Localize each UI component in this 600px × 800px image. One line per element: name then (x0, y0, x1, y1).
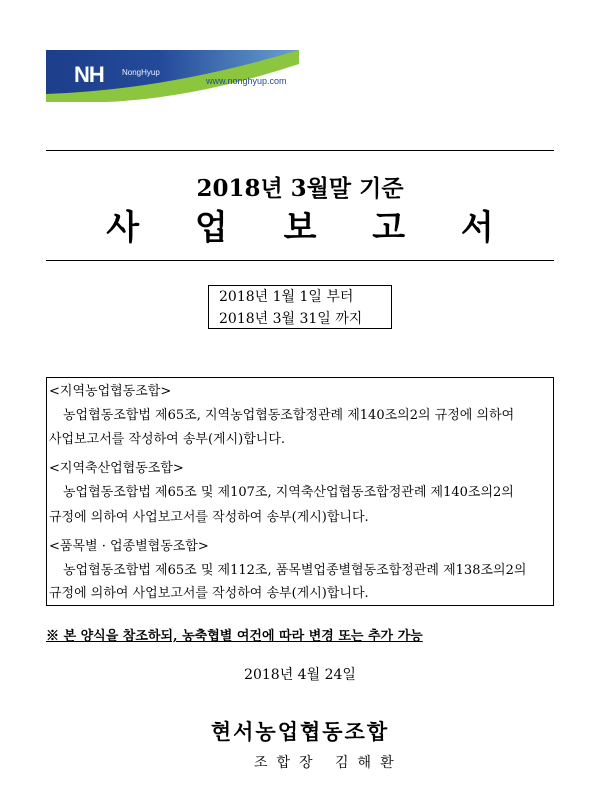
footnote: ※ 본 양식을 참조하되, 농축협별 여건에 따라 변경 또는 추가 가능 (46, 629, 423, 644)
section-text: 규정에 의하여 사업보고서를 작성하여 송부(게시)합니다. (49, 586, 369, 601)
period-from: 2018년 1월 1일 부터 (219, 289, 354, 305)
section-text: 사업보고서를 작성하여 송부(게시)합니다. (49, 432, 286, 447)
organization-name: 현서농업협동조합 (210, 719, 390, 744)
section-text: 농업협동조합법 제65조, 지역농업협동조합정관례 제140조의2의 규정에 의하여 (63, 408, 515, 423)
bottom-divider (46, 260, 554, 261)
report-basis-date: 2018년 3월말 기준 (196, 175, 404, 202)
logo-url: www.nonghyup.com (206, 76, 287, 86)
logo-brand-small: NongHyup (122, 68, 160, 77)
representative-name: 조합장 김해환 (254, 755, 403, 771)
logo-brand: NH (74, 62, 104, 87)
top-divider (46, 150, 554, 151)
nonghyup-logo (46, 50, 299, 102)
report-title: 사 업 보 고 서 (106, 208, 516, 248)
section-text: 규정에 의하여 사업보고서를 작성하여 송부(게시)합니다. (49, 510, 369, 525)
legal-notice-box (46, 377, 554, 606)
issue-date: 2018년 4월 24일 (244, 667, 356, 683)
section-heading: <품목별 · 업종별협동조합> (49, 539, 209, 554)
section-heading: <지역축산업협동조합> (49, 461, 184, 476)
period-box (208, 285, 392, 329)
section-text: 농업협동조합법 제65조 및 제112조, 품목별업종별협동조합정관례 제138조의2의 (63, 563, 527, 578)
section-text: 농업협동조합법 제65조 및 제107조, 지역축산업협동조합정관례 제140조의2의 (63, 485, 514, 500)
period-to: 2018년 3월 31일 까지 (219, 311, 363, 327)
section-heading: <지역농업협동조합> (49, 384, 172, 399)
